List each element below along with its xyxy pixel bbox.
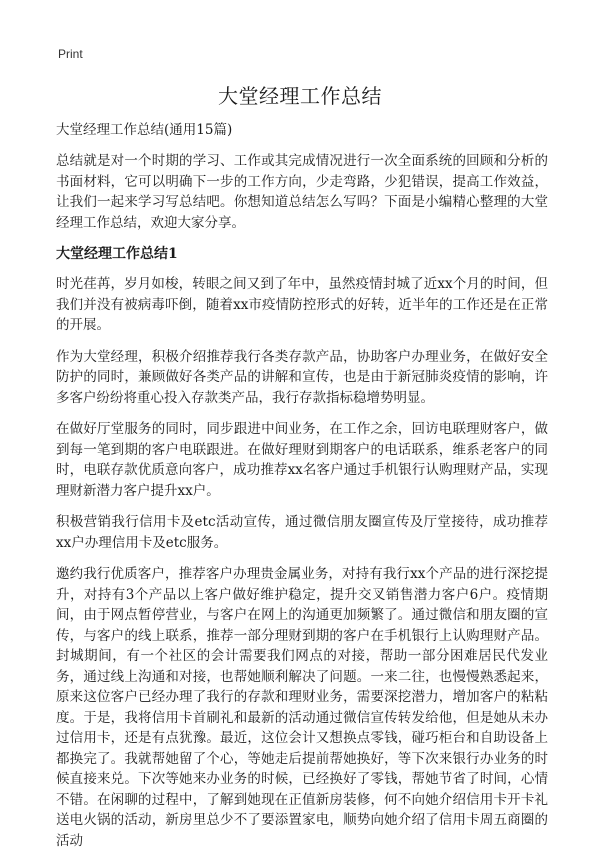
print-label[interactable]: Print (58, 47, 83, 61)
body-paragraph: 作为大堂经理，积极介绍推荐我行各类存款产品，协助客户办理业务，在做好安全防护的同时，兼顾做好各类产品的讲解和宣传，也是由于新冠肺炎疫情的影响，许多客户纷纷将重心投入存款类产品，我行存款指标稳增势明显。 (56, 348, 548, 406)
body-paragraph: 在做好厅堂服务的同时，同步跟进中间业务，在工作之余，回访电联理财客户，做到每一笔到期的客户电联跟进。在做好理财到期客户的电话联系，维系老客户的同时，电联存款优质意向客户，成功推荐xx名客户通过手机银行认购理财产品，实现理财新潜力客户提升xx户。 (56, 421, 548, 499)
intro-paragraph: 总结就是对一个时期的学习、工作或其完成情况进行一次全面系统的回顾和分析的书面材料，它可以明确下一步的工作方向，少走弯路，少犯错误，提高工作效益，让我们一起来学习写总结吧。你想知道总结怎么写吗？下面是小编精心整理的大堂经理工作总结，欢迎大家分享。 (56, 153, 548, 231)
body-paragraph: 邀约我行优质客户，推荐客户办理贵金属业务，对持有我行xx个产品的进行深挖提升，对持有3个产品以上客户做好维护稳定，提升交叉销售潜力客户6户。疫情期间，由于网点暂停营业，与客户在网上的沟通更加频繁了。通过微信和朋友圈的宣传，与客户的线上联系，推荐一部分理财到期的客户在手机银行上认购理财产品。封城期间，有一个社区的会计需要我们网点的对接，帮助一部分困难居民代发业务，通过线上沟通和对接，也帮她顺利解决了问题。一来二往，也慢慢熟悉起来，原来这位客户已经办理了我行的存款和理财业务，需要深挖潜力，增加客户的粘粘度。于是，我将信用卡首刷礼和最新的活动通过微信宣传转发给他，但是她从未办过信用卡，还是有点犹豫。最近，这位会计又想换点零钱，碰巧柜台和自助设备上都换完了。我就帮她留了个心，等她走后提前帮她换好，等下次来银行办业务的时候直接来兑。下次等她来办业务的时候，已经换好了零钱，帮她节省了时间，心情不错。在闲聊的过程中，了解到她现在正值新房装修，何不向她介绍信用卡开卡礼送电火锅的活动，新房里总少不了要添置家电，顺势向她介绍了信用卡周五商圈的活动 (56, 566, 548, 849)
page-title: 大堂经理工作总结 (218, 84, 382, 108)
body-paragraph: 积极营销我行信用卡及etc活动宣传，通过微信朋友圈宣传及厅堂接待，成功推荐xx户办理信用卡及etc服务。 (56, 514, 548, 551)
document-subtitle: 大堂经理工作总结(通用15篇) (56, 122, 233, 138)
document-body (56, 120, 548, 849)
section-heading: 大堂经理工作总结1 (56, 246, 178, 262)
body-paragraph: 时光荏苒，岁月如梭，转眼之间又到了年中，虽然疫情封城了近xx个月的时间，但我们并没有被病毒吓倒，随着xx市疫情防控形式的好转，近半年的工作还是在正常的开展。 (56, 276, 548, 333)
